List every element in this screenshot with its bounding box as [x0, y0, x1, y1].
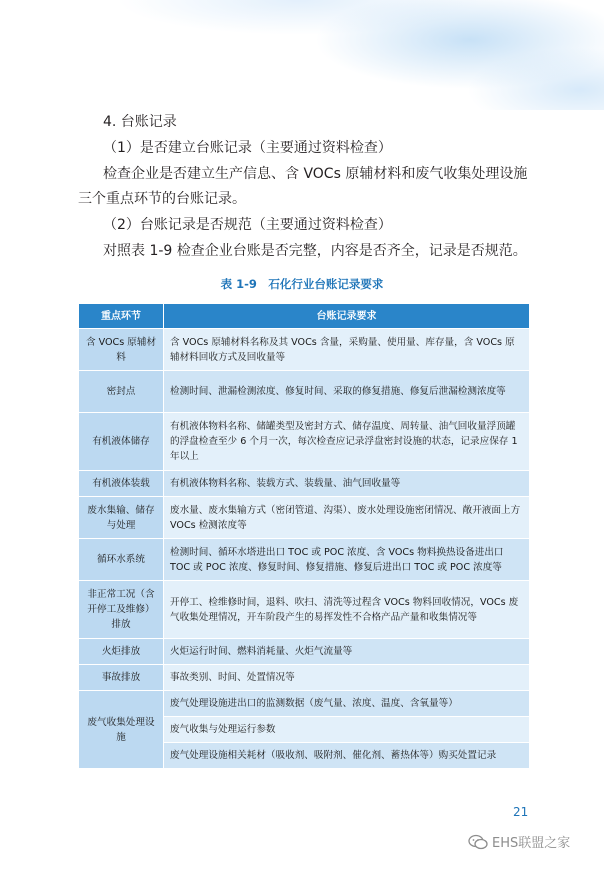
table-row — [79, 691, 530, 717]
row-key: 非正常工况（含开停工及维修）排放 — [79, 581, 164, 639]
table-row — [79, 639, 530, 665]
table-row — [79, 371, 530, 413]
table-header-row — [79, 304, 530, 329]
row-key: 火炬排放 — [79, 639, 164, 665]
paragraph-3: （2）台账记录是否规范（主要通过资料检查） — [103, 217, 392, 233]
row-value: 废水量、废水集输方式（密闭管道、沟渠）、废水处理设施密闭情况、敞开液面上方 VOCs 检测浓度等 — [164, 497, 530, 539]
row-value: 废气处理设施进出口的监测数据（废气量、浓度、温度、含氧量等） — [164, 691, 530, 717]
table-row — [79, 413, 530, 471]
paragraph-4: 对照表 1-9 检查企业台账是否完整，内容是否齐全，记录是否规范。 — [103, 243, 527, 259]
row-key: 循环水系统 — [79, 539, 164, 581]
table-row — [79, 329, 530, 371]
table-row — [79, 471, 530, 497]
wechat-icon — [468, 834, 488, 850]
row-key: 有机液体储存 — [79, 413, 164, 471]
row-value: 检测时间、循环水塔进出口 TOC 或 POC 浓度、含 VOCs 物料换热设备进出口 TOC 或 POC 浓度、修复时间、修复措施、修复后进出口 TOC 或 POC 浓度等 — [164, 539, 530, 581]
header-value: 台账记录要求 — [164, 304, 530, 329]
row-value: 火炬运行时间、燃料消耗量、火炬气流量等 — [164, 639, 530, 665]
row-value: 有机液体物料名称、装载方式、装载量、油气回收量等 — [164, 471, 530, 497]
paragraph-1: （1）是否建立台账记录（主要通过资料检查） — [103, 140, 392, 156]
row-value: 废气收集与处理运行参数 — [164, 717, 530, 743]
row-key: 密封点 — [79, 371, 164, 413]
watermark — [468, 832, 570, 851]
row-key: 含 VOCs 原辅材料 — [79, 329, 164, 371]
table-caption: 表 1-9 石化行业台账记录要求 — [220, 277, 384, 291]
requirements-table — [78, 303, 530, 769]
table-row — [79, 581, 530, 639]
table-row — [79, 539, 530, 581]
watermark-text: EHS联盟之家 — [492, 836, 571, 851]
row-value: 含 VOCs 原辅材料名称及其 VOCs 含量，采购量、使用量、库存量，含 VOCs 原辅材料回收方式及回收量等 — [164, 329, 530, 371]
table-row — [79, 665, 530, 691]
row-value: 检测时间、泄漏检测浓度、修复时间、采取的修复措施、修复后泄漏检测浓度等 — [164, 371, 530, 413]
header-key: 重点环节 — [79, 304, 164, 329]
paragraph-2-line-1: 检查企业是否建立生产信息、含 VOCs 原辅材料和废气收集处理设施 — [103, 166, 528, 182]
sky-background — [0, 0, 604, 110]
table-row — [79, 497, 530, 539]
row-value: 事故类别、时间、处置情况等 — [164, 665, 530, 691]
row-key: 废气收集处理设施 — [79, 691, 164, 769]
row-key: 事故排放 — [79, 665, 164, 691]
row-key: 有机液体装载 — [79, 471, 164, 497]
section-heading: 4. 台账记录 — [103, 114, 177, 130]
row-value: 开停工、检维修时间，退料、吹扫、清洗等过程含 VOCs 物料回收情况，VOCs 废气收集处理情况，开车阶段产生的易挥发性不合格产品产量和收集情况等 — [164, 581, 530, 639]
page-number: 21 — [513, 805, 529, 819]
row-value: 废气处理设施相关耗材（吸收剂、吸附剂、催化剂、蓄热体等）购买处置记录 — [164, 743, 530, 769]
paragraph-2-line-2: 三个重点环节的台账记录。 — [78, 191, 246, 207]
row-value: 有机液体物料名称、储罐类型及密封方式、储存温度、周转量、油气回收量浮顶罐的浮盘检查至少 6 个月一次，每次检查应记录浮盘密封设施的状态，记录应保存 1 年以上 — [164, 413, 530, 471]
row-key: 废水集输、储存与处理 — [79, 497, 164, 539]
